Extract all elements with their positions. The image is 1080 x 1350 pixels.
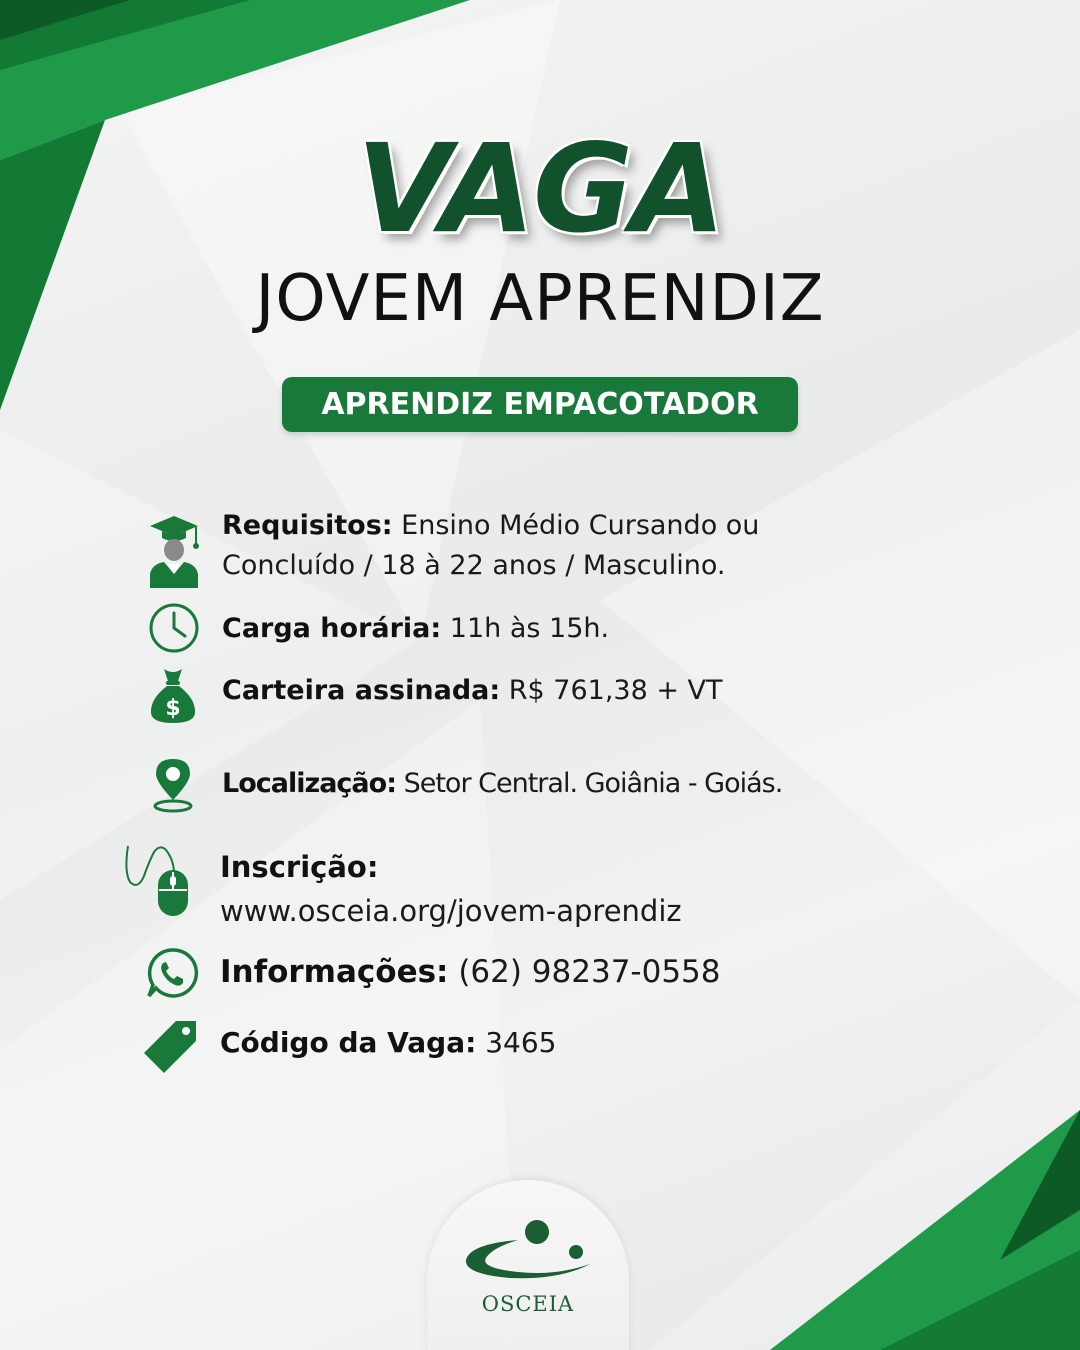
registration-label: Inscrição: <box>220 850 379 884</box>
money-bag-icon <box>148 667 198 725</box>
schedule-text <box>222 609 609 649</box>
svg-text:$: $ <box>165 696 181 721</box>
information-phone[interactable]: (62) 98237-0558 <box>458 954 721 990</box>
whatsapp-icon <box>145 946 199 1000</box>
requirements-line1: Ensino Médio Cursando ou <box>401 510 760 541</box>
location-value: Setor Central. Goiânia - Goiás. <box>403 768 783 799</box>
osceia-logo-icon <box>460 1218 596 1288</box>
schedule-value: 11h às 15h. <box>449 613 610 644</box>
requirements-label: Requisitos: <box>222 510 393 541</box>
registration-link[interactable]: www.osceia.org/jovem-aprendiz <box>220 894 682 928</box>
graduate-icon <box>146 514 202 590</box>
tag-icon <box>142 1019 198 1075</box>
logo-text: OSCEIA <box>481 1292 575 1316</box>
job-code-text <box>220 1023 556 1063</box>
information-text <box>220 952 721 992</box>
requirements-line2: Concluído / 18 à 22 anos / Masculino. <box>222 550 726 581</box>
job-code-label: Código da Vaga: <box>220 1026 477 1059</box>
job-code-value: 3465 <box>485 1026 557 1059</box>
salary-value: R$ 761,38 + VT <box>508 675 723 706</box>
information-label: Informações: <box>220 954 449 990</box>
salary-text <box>222 671 723 711</box>
map-pin-icon <box>150 756 196 814</box>
location-label: Localização: <box>222 768 396 799</box>
mouse-icon <box>122 842 194 918</box>
registration-text <box>220 845 682 933</box>
subheadline: JOVEM APRENDIZ <box>255 262 825 336</box>
salary-label: Carteira assinada: <box>222 675 501 706</box>
requirements-text <box>222 506 759 586</box>
headline: VAGA <box>356 118 724 260</box>
schedule-label: Carga horária: <box>222 613 442 644</box>
position-badge: APRENDIZ EMPACOTADOR <box>282 377 798 432</box>
location-text <box>222 764 782 804</box>
clock-icon <box>148 602 200 654</box>
